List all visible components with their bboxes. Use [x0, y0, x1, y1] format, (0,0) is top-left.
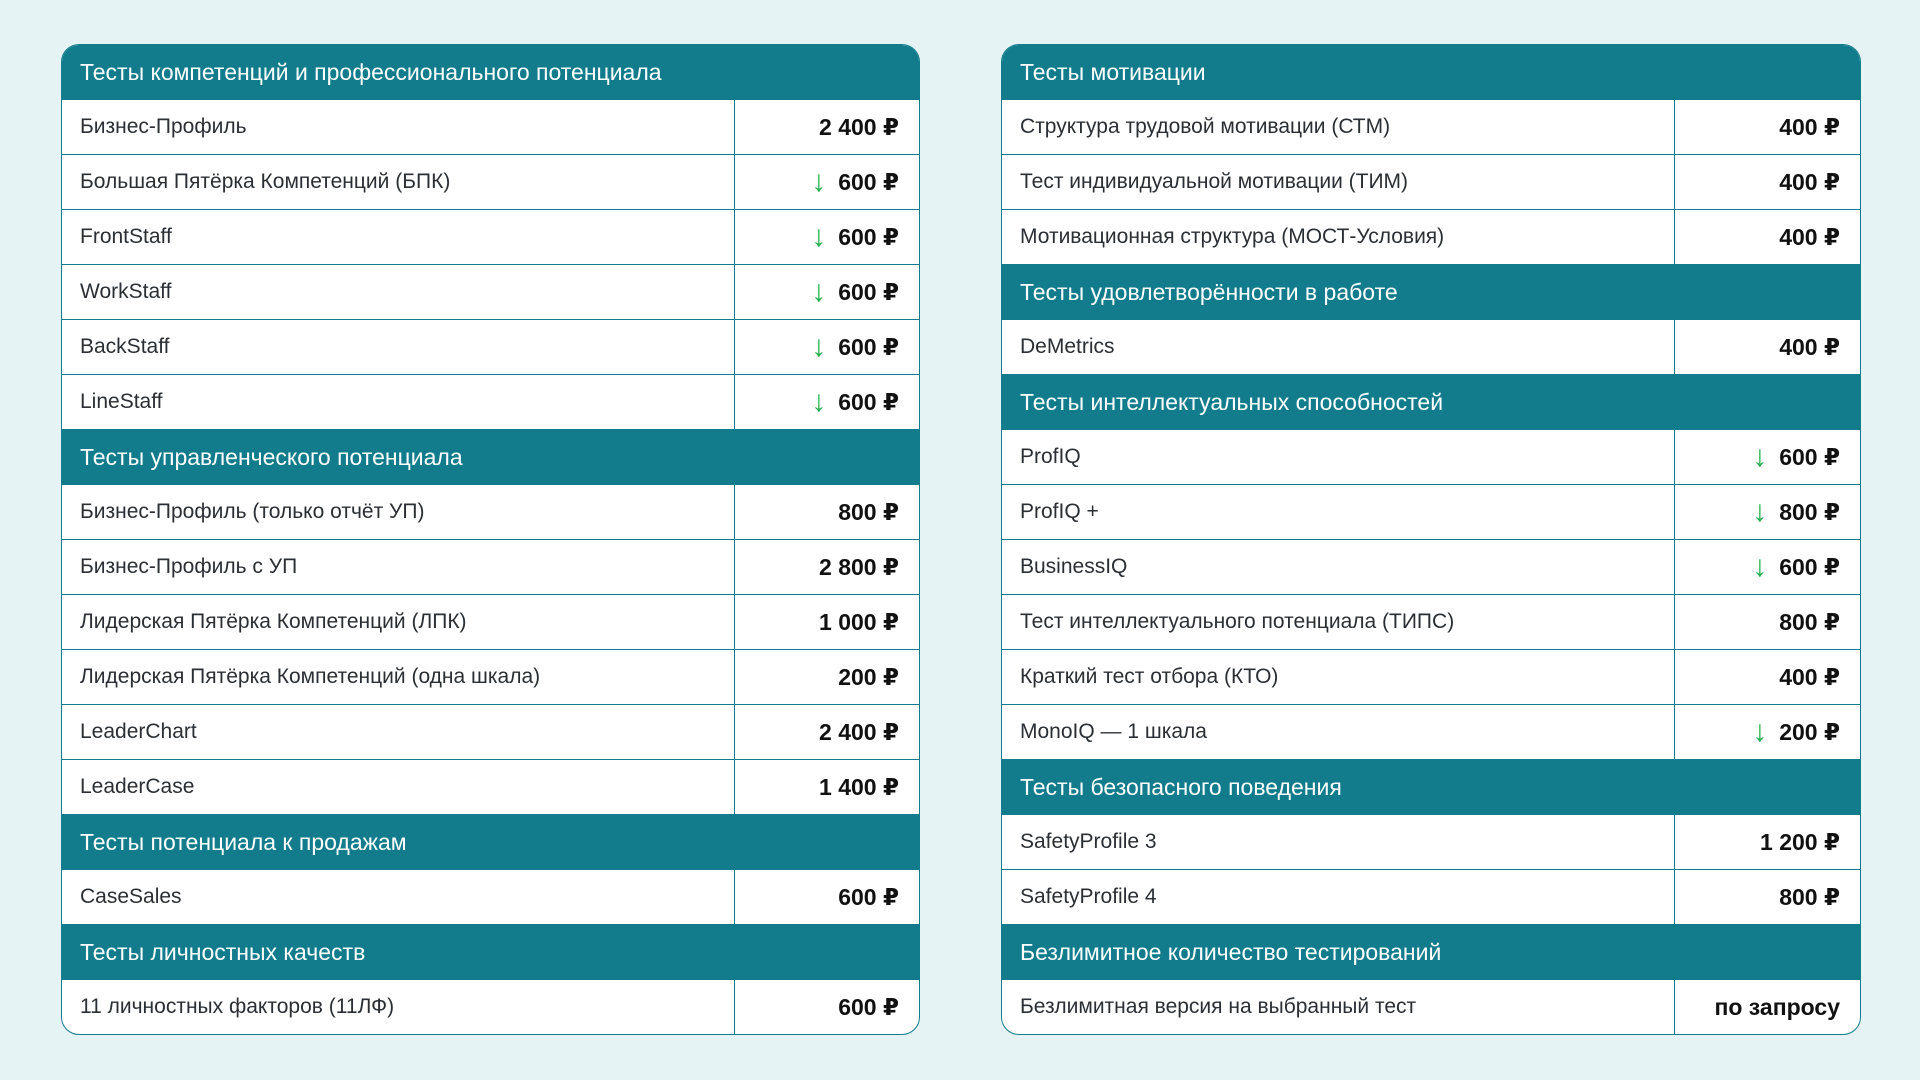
arrow-down-icon: ↓ [811, 385, 827, 418]
price-cell [1675, 705, 1860, 759]
table-row [1002, 319, 1860, 374]
price-value: 600 ₽ [838, 278, 899, 305]
price-cell [735, 760, 919, 814]
test-name: ProfIQ + [1002, 485, 1675, 539]
price-cell [735, 155, 919, 209]
table-row [1002, 484, 1860, 539]
table-row [1002, 869, 1860, 924]
test-name: 11 личностных факторов (11ЛФ) [62, 980, 735, 1034]
arrow-down-icon: ↓ [1752, 440, 1768, 473]
price-tables [61, 44, 1861, 1035]
test-name: Мотивационная структура (МОСТ-Условия) [1002, 210, 1675, 264]
table-row [1002, 649, 1860, 704]
table-row [1002, 814, 1860, 869]
test-name: LeaderChart [62, 705, 735, 759]
price-value: 800 ₽ [1779, 498, 1840, 525]
price-cell [1675, 155, 1860, 209]
test-name: SafetyProfile 3 [1002, 815, 1675, 869]
table-row [1002, 429, 1860, 484]
section-header: Тесты удовлетворённости в работе [1002, 264, 1860, 319]
test-name: Лидерская Пятёрка Компетенций (ЛПК) [62, 595, 735, 649]
table-row [62, 374, 919, 429]
price-cell [735, 375, 919, 429]
price-value: 200 ₽ [838, 663, 899, 690]
table-row [62, 869, 919, 924]
price-value: по запросу [1714, 993, 1840, 1020]
price-cell [1675, 320, 1860, 374]
test-name: WorkStaff [62, 265, 735, 319]
test-name: BusinessIQ [1002, 540, 1675, 594]
price-value: 400 ₽ [1779, 168, 1840, 195]
arrow-down-icon: ↓ [811, 165, 827, 198]
price-cell [735, 870, 919, 924]
table-row [62, 539, 919, 594]
test-name: Большая Пятёрка Компетенций (БПК) [62, 155, 735, 209]
table-row [62, 594, 919, 649]
test-name: Структура трудовой мотивации (СТМ) [1002, 100, 1675, 154]
price-value: 600 ₽ [838, 223, 899, 250]
price-cell [735, 980, 919, 1034]
test-name: ProfIQ [1002, 430, 1675, 484]
test-name: Лидерская Пятёрка Компетенций (одна шкала) [62, 650, 735, 704]
test-name: DeMetrics [1002, 320, 1675, 374]
section-header: Тесты управленческого потенциала [62, 429, 919, 484]
price-cell [735, 210, 919, 264]
arrow-down-icon: ↓ [811, 330, 827, 363]
section-header: Тесты потенциала к продажам [62, 814, 919, 869]
price-value: 1 200 ₽ [1760, 828, 1840, 855]
table-row [1002, 154, 1860, 209]
table-row [62, 154, 919, 209]
arrow-down-icon: ↓ [1752, 715, 1768, 748]
price-cell [1675, 100, 1860, 154]
table-row [1002, 594, 1860, 649]
price-cell [1675, 870, 1860, 924]
price-cell [735, 595, 919, 649]
price-value: 400 ₽ [1779, 333, 1840, 360]
price-cell [1675, 980, 1860, 1034]
price-value: 800 ₽ [1779, 883, 1840, 910]
test-name: CaseSales [62, 870, 735, 924]
price-value: 600 ₽ [838, 333, 899, 360]
price-value: 400 ₽ [1779, 113, 1840, 140]
table-row [1002, 704, 1860, 759]
price-value: 600 ₽ [1779, 553, 1840, 580]
section-header: Тесты безопасного поведения [1002, 759, 1860, 814]
price-value: 1 000 ₽ [819, 608, 899, 635]
table-row [62, 979, 919, 1034]
table-row [62, 704, 919, 759]
test-name: MonoIQ — 1 шкала [1002, 705, 1675, 759]
price-cell [735, 705, 919, 759]
table-row [1002, 209, 1860, 264]
price-table-left [61, 44, 920, 1035]
price-cell [1675, 430, 1860, 484]
price-value: 400 ₽ [1779, 223, 1840, 250]
table-row [62, 484, 919, 539]
price-value: 600 ₽ [838, 388, 899, 415]
test-name: FrontStaff [62, 210, 735, 264]
price-value: 800 ₽ [1779, 608, 1840, 635]
price-cell [735, 265, 919, 319]
price-value: 2 400 ₽ [819, 113, 899, 140]
price-table-right [1001, 44, 1861, 1035]
test-name: Бизнес-Профиль [62, 100, 735, 154]
price-cell [735, 320, 919, 374]
price-cell [1675, 540, 1860, 594]
test-name: Тест индивидуальной мотивации (ТИМ) [1002, 155, 1675, 209]
price-value: 600 ₽ [1779, 443, 1840, 470]
table-row [62, 319, 919, 374]
section-header: Безлимитное количество тестирований [1002, 924, 1860, 979]
price-value: 400 ₽ [1779, 663, 1840, 690]
price-value: 600 ₽ [838, 883, 899, 910]
section-header: Тесты личностных качеств [62, 924, 919, 979]
price-value: 600 ₽ [838, 993, 899, 1020]
table-row [62, 649, 919, 704]
section-header: Тесты компетенций и профессионального потенциала [62, 45, 919, 99]
table-row [62, 99, 919, 154]
price-cell [735, 485, 919, 539]
arrow-down-icon: ↓ [1752, 550, 1768, 583]
table-row [1002, 979, 1860, 1034]
price-cell [735, 100, 919, 154]
price-value: 600 ₽ [838, 168, 899, 195]
price-cell [1675, 210, 1860, 264]
test-name: Тест интеллектуального потенциала (ТИПС) [1002, 595, 1675, 649]
price-cell [735, 650, 919, 704]
section-header: Тесты интеллектуальных способностей [1002, 374, 1860, 429]
table-row [62, 759, 919, 814]
test-name: LeaderCase [62, 760, 735, 814]
price-value: 800 ₽ [838, 498, 899, 525]
test-name: Краткий тест отбора (КТО) [1002, 650, 1675, 704]
price-cell [1675, 815, 1860, 869]
table-row [62, 264, 919, 319]
test-name: Безлимитная версия на выбранный тест [1002, 980, 1675, 1034]
table-row [62, 209, 919, 264]
price-value: 200 ₽ [1779, 718, 1840, 745]
price-cell [735, 540, 919, 594]
section-header: Тесты мотивации [1002, 45, 1860, 99]
price-value: 1 400 ₽ [819, 773, 899, 800]
price-cell [1675, 595, 1860, 649]
test-name: Бизнес-Профиль (только отчёт УП) [62, 485, 735, 539]
test-name: LineStaff [62, 375, 735, 429]
arrow-down-icon: ↓ [811, 220, 827, 253]
arrow-down-icon: ↓ [1752, 495, 1768, 528]
table-row [1002, 539, 1860, 594]
test-name: Бизнес-Профиль с УП [62, 540, 735, 594]
price-cell [1675, 650, 1860, 704]
price-value: 2 800 ₽ [819, 553, 899, 580]
price-value: 2 400 ₽ [819, 718, 899, 745]
arrow-down-icon: ↓ [811, 275, 827, 308]
test-name: BackStaff [62, 320, 735, 374]
price-cell [1675, 485, 1860, 539]
table-row [1002, 99, 1860, 154]
test-name: SafetyProfile 4 [1002, 870, 1675, 924]
